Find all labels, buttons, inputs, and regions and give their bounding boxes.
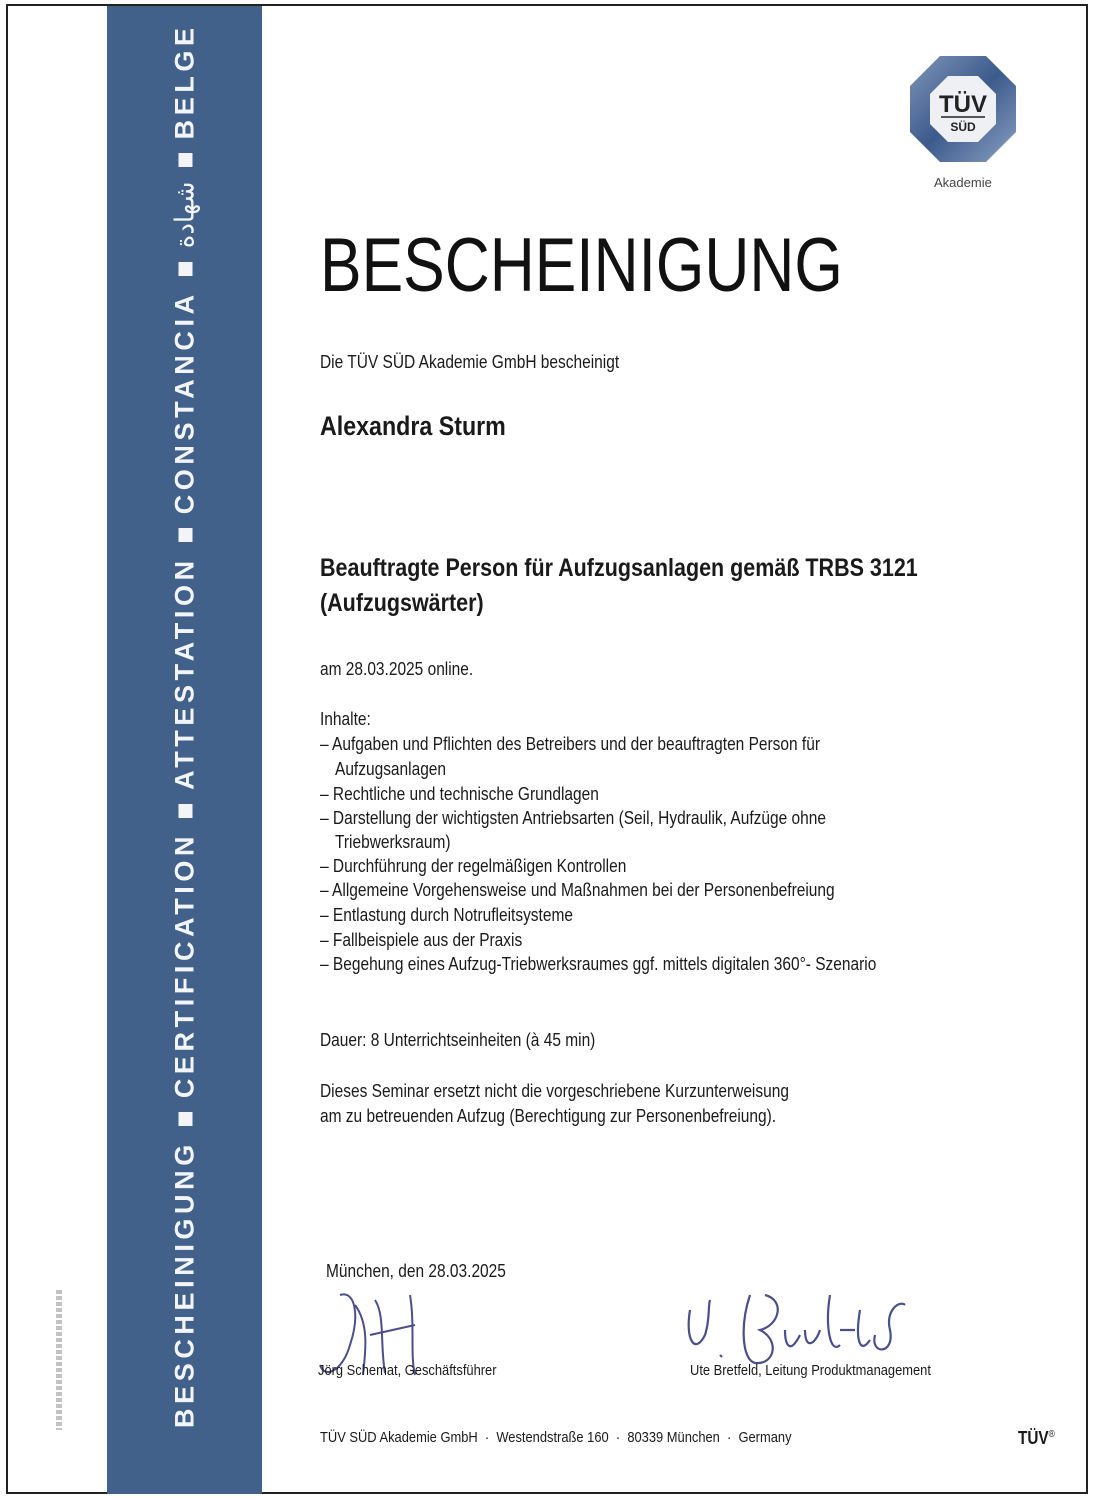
contents-item: Aufzugsanlagen <box>335 759 447 779</box>
contents-item: – Aufgaben und Pflichten des Betreibers und der beauftragten Person für <box>320 734 821 754</box>
band-word: شهادة <box>170 181 200 249</box>
square-bullet-icon <box>178 262 192 276</box>
note-line1: Dieses Seminar ersetzt nicht die vorgeschriebene Kurzunterweisung <box>320 1081 789 1101</box>
band-word: BESCHEINIGUNG <box>169 1140 200 1428</box>
intro-text: Die TÜV SÜD Akademie GmbH bescheinigt <box>320 352 620 372</box>
signatory-2: Ute Bretfeld, Leitung Produktmanagement <box>690 1362 931 1379</box>
signatory-1: Jörg Schemat, Geschäftsführer <box>318 1362 497 1379</box>
band-word: CONSTANCIA <box>169 290 200 515</box>
contents-item: – Entlastung durch Notrufleitsysteme <box>320 905 573 925</box>
svg-text:TÜV: TÜV <box>939 91 987 118</box>
footer-tuv-mark <box>1018 1428 1055 1449</box>
contents-item: – Durchführung der regelmäßigen Kontrollen <box>320 856 627 876</box>
course-title-line2: (Aufzugswärter) <box>320 589 484 617</box>
document-title: BESCHEINIGUNG <box>320 223 843 308</box>
contents-item: – Darstellung der wichtigsten Antriebsarten (Seil, Hydraulik, Aufzüge ohne <box>320 808 826 828</box>
document-code-strip <box>56 1290 62 1430</box>
svg-text:SÜD: SÜD <box>950 120 976 134</box>
contents-item: – Begehung eines Aufzug-Triebwerksraumes ggf. mittels digitalen 360°- Szenario <box>320 954 877 974</box>
contents-item: – Rechtliche und technische Grundlagen <box>320 784 599 804</box>
duration: Dauer: 8 Unterrichtseinheiten (à 45 min) <box>320 1030 596 1050</box>
square-bullet-icon <box>178 804 192 818</box>
registered-mark: ® <box>1048 1429 1055 1440</box>
band-word: CERTIFICATION <box>169 831 200 1099</box>
place-date: München, den 28.03.2025 <box>326 1261 506 1281</box>
contents-heading: Inhalte: <box>320 709 371 729</box>
contents-item: – Allgemeine Vorgehensweise und Maßnahmen bei der Personenbefreiung <box>320 880 835 900</box>
square-bullet-icon <box>178 1112 192 1126</box>
band-word: BELGE <box>169 23 200 140</box>
course-date: am 28.03.2025 online. <box>320 659 474 679</box>
recipient-name: Alexandra Sturm <box>320 411 506 441</box>
tuv-mark-text: TÜV <box>1018 1428 1049 1448</box>
logo-caption: Akademie <box>934 175 992 190</box>
tuv-sud-logo <box>908 54 1018 164</box>
square-bullet-icon <box>178 153 192 167</box>
contents-item: Triebwerksraum) <box>335 832 451 852</box>
band-word: ATTESTATION <box>169 556 200 790</box>
note-line2: am zu betreuenden Aufzug (Berechtigung zur Personenbefreiung). <box>320 1106 777 1126</box>
footer-address: TÜV SÜD Akademie GmbH · Westendstraße 160 · 80339 München · Germany <box>320 1429 792 1446</box>
course-title-line1: Beauftragte Person für Aufzugsanlagen gemäß TRBS 3121 <box>320 554 918 582</box>
contents-item: – Fallbeispiele aus der Praxis <box>320 930 523 950</box>
side-band-text <box>170 23 201 1428</box>
square-bullet-icon <box>178 528 192 542</box>
